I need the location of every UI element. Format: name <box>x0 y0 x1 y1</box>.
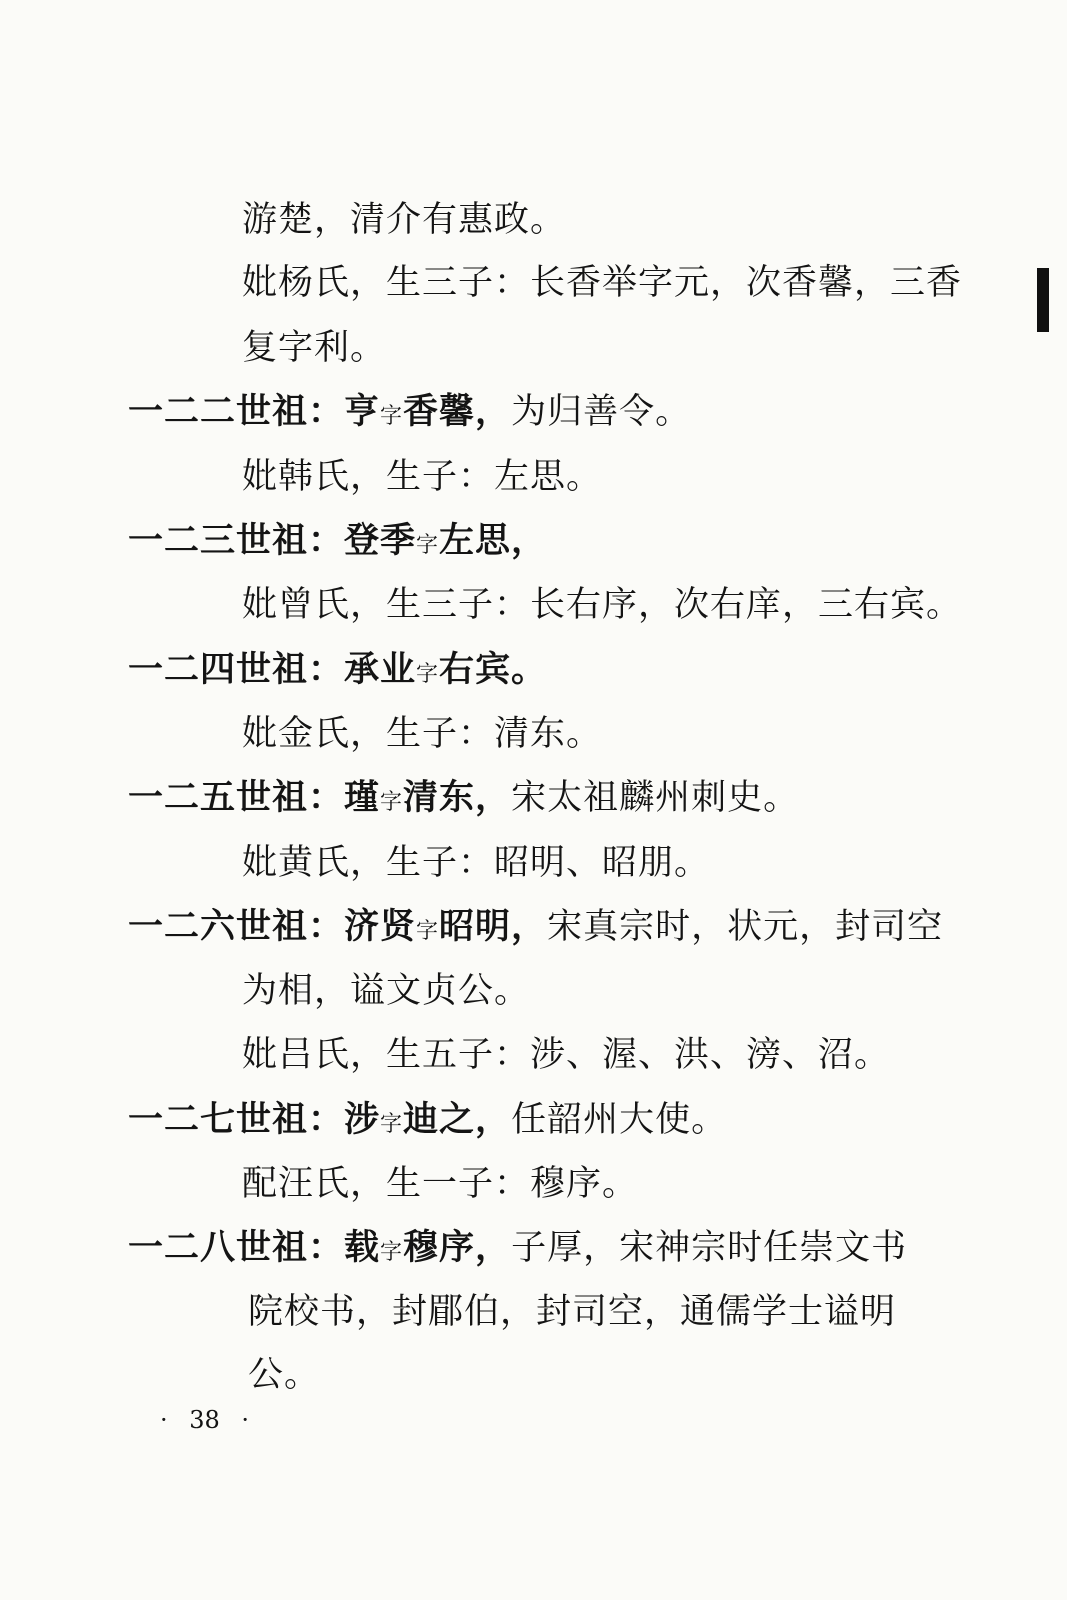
text-line: 公。 <box>248 1355 321 1395</box>
text-line: 妣韩氏，生子：左思。 <box>242 457 603 497</box>
text-line: 妣曾氏，生三子：长右序，次右庠，三右宾。 <box>242 585 963 625</box>
generation-heading <box>128 902 943 952</box>
generation-heading <box>128 516 547 566</box>
zi-marker: 字 <box>380 790 404 815</box>
generation-label: 一二七世祖： <box>128 1100 345 1140</box>
text-line: 复字利。 <box>242 328 387 368</box>
generation-label: 一二六世祖： <box>128 907 345 947</box>
courtesy-name: 右宾。 <box>439 650 548 690</box>
ancestor-name: 登季 <box>344 521 417 561</box>
generation-label: 一二五世祖： <box>128 778 345 818</box>
generation-heading <box>128 1095 727 1145</box>
heading-rest: 为归善令。 <box>511 392 692 432</box>
zi-marker: 字 <box>380 1112 404 1137</box>
courtesy-name: 香馨， <box>403 392 512 432</box>
zi-marker: 字 <box>416 919 440 944</box>
zi-marker: 字 <box>380 1240 404 1265</box>
generation-heading <box>128 645 547 695</box>
text-line: 配汪氏，生一子：穆序。 <box>242 1164 639 1204</box>
ancestor-name: 承业 <box>344 650 417 690</box>
page-edge-mark <box>1037 268 1049 332</box>
generation-heading <box>128 387 691 437</box>
text-line: 妣杨氏，生三子：长香举字元，次香馨，三香 <box>242 263 963 303</box>
generation-heading <box>128 773 799 823</box>
courtesy-name: 清东， <box>403 778 512 818</box>
ancestor-name: 亨 <box>344 392 381 432</box>
ancestor-name: 涉 <box>344 1100 381 1140</box>
heading-rest: 宋真宗时，状元，封司空 <box>547 907 944 947</box>
zi-marker: 字 <box>380 404 404 429</box>
text-line: 妣金氏，生子：清东。 <box>242 714 603 754</box>
generation-label: 一二四世祖： <box>128 650 345 690</box>
heading-rest: 子厚，宋神宗时任崇文书 <box>511 1228 908 1268</box>
ancestor-name: 瑾 <box>344 778 381 818</box>
courtesy-name: 昭明， <box>439 907 548 947</box>
ancestor-name: 济贤 <box>344 907 417 947</box>
generation-label: 一二三世祖： <box>128 521 345 561</box>
zi-marker: 字 <box>416 533 440 558</box>
text-line: 院校书，封郿伯，封司空，通儒学士谥明 <box>248 1292 897 1332</box>
page-number: · 38 · <box>160 1406 250 1434</box>
text-line: 为相，谥文贞公。 <box>242 971 531 1011</box>
generation-label: 一二二世祖： <box>128 392 345 432</box>
text-line: 妣黄氏，生子：昭明、昭朋。 <box>242 843 711 883</box>
generation-heading <box>128 1223 907 1273</box>
text-line: 游楚，清介有惠政。 <box>242 200 567 240</box>
heading-rest: 任韶州大使。 <box>511 1100 728 1140</box>
generation-label: 一二八世祖： <box>128 1228 345 1268</box>
ancestor-name: 载 <box>344 1228 381 1268</box>
courtesy-name: 左思， <box>439 521 548 561</box>
zi-marker: 字 <box>416 662 440 687</box>
heading-rest: 宋太祖麟州刺史。 <box>511 778 800 818</box>
courtesy-name: 穆序， <box>403 1228 512 1268</box>
courtesy-name: 迪之， <box>403 1100 512 1140</box>
text-line: 妣吕氏，生五子：涉、渥、洪、滂、沼。 <box>242 1035 891 1075</box>
